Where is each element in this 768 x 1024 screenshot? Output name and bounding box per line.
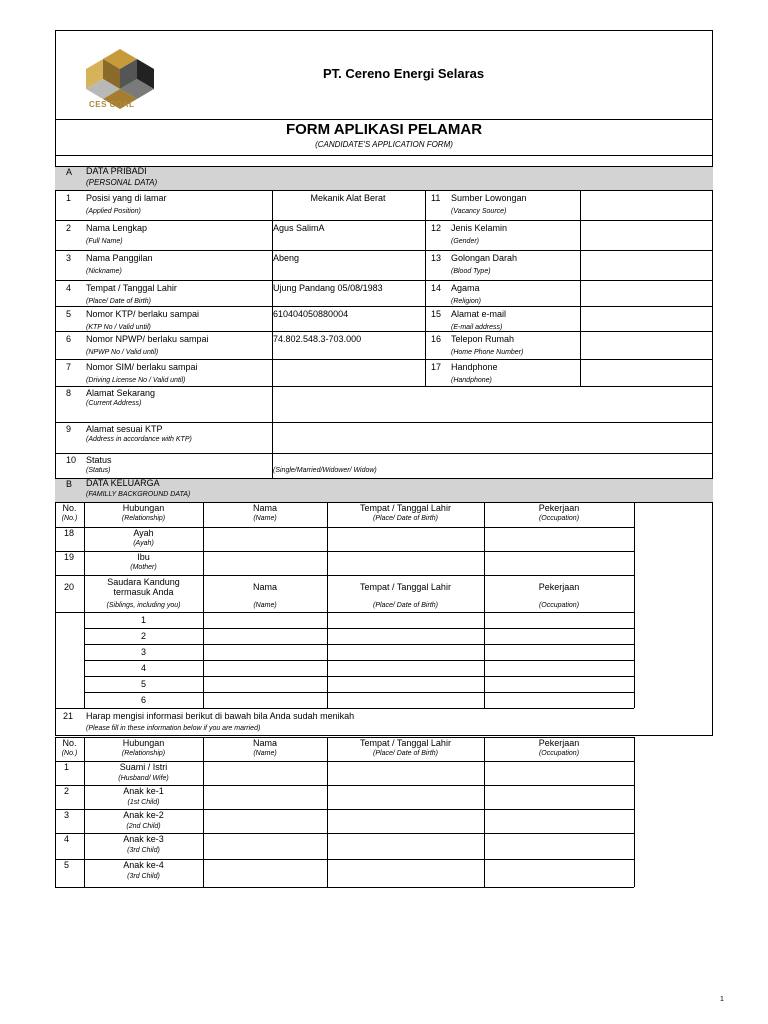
spouse-row-sub: (1st Child) [127, 799, 160, 806]
field-value: 610404050880004 [273, 309, 349, 319]
spouse-row-no: 1 [64, 762, 70, 772]
field-label: Nomor KTP/ berlaku sampai [86, 309, 200, 319]
field-sublabel: (Home Phone Number) [451, 349, 524, 356]
family-header-job: Pekerjaan [538, 503, 580, 513]
family-header-no: No. [62, 503, 77, 513]
field-sublabel: (E-mail address) [451, 324, 503, 331]
rule [484, 737, 485, 887]
rule [84, 737, 85, 887]
field-label: Agama [451, 283, 480, 293]
rule [634, 737, 635, 887]
spouse-header-birth: Tempat / Tanggal Lahir [360, 738, 451, 748]
field-number: 2 [66, 223, 72, 233]
sibling-row-no: 4 [140, 663, 146, 673]
family-row-sub: (Mother) [130, 564, 157, 571]
rule [55, 190, 713, 191]
section-a-subtitle: (PERSONAL DATA) [86, 178, 158, 187]
field-number: 6 [66, 334, 72, 344]
rule [634, 502, 635, 708]
rule [580, 190, 581, 386]
sibling-row-no: 6 [140, 695, 146, 705]
field-sublabel: (Blood Type) [451, 268, 491, 275]
family-header-name-sub: (Name) [253, 515, 277, 522]
siblings-no: 20 [64, 582, 75, 592]
sibling-row-no: 2 [140, 631, 146, 641]
form-header [55, 30, 713, 120]
spouse-row-no: 3 [64, 810, 70, 820]
field-sublabel: (Driving License No / Valid until) [86, 377, 186, 384]
rule [425, 331, 713, 332]
rule [425, 250, 713, 251]
field-number: 8 [66, 388, 72, 398]
field-sublabel: (Handphone) [451, 377, 492, 384]
rule [203, 737, 204, 887]
field-number: 3 [66, 253, 72, 263]
field-number: 1 [66, 193, 72, 203]
spouse-row-sub: (Husband/ Wife) [118, 775, 169, 782]
field-label: Jenis Kelamin [451, 223, 508, 233]
rule [55, 502, 56, 708]
section-b-letter: B [66, 479, 73, 489]
rule [55, 551, 634, 552]
spouse-row-rel: Anak ke-2 [123, 810, 164, 820]
spouse-header-name-sub: (Name) [253, 750, 277, 757]
rule [425, 280, 713, 281]
sibling-row-no: 1 [140, 615, 146, 625]
field-label: Sumber Lowongan [451, 193, 527, 203]
field-number: 12 [431, 223, 442, 233]
rule [55, 453, 713, 454]
family-row-no: 18 [64, 528, 75, 538]
rule [55, 612, 634, 613]
spouse-row-sub: (3rd Child) [127, 847, 160, 854]
rule [55, 887, 634, 888]
family-row-rel: Ibu [137, 552, 150, 562]
field-number: 16 [431, 334, 442, 344]
siblings-sub: (Siblings, including you) [106, 602, 181, 609]
field-number: 14 [431, 283, 442, 293]
spouse-header-job-sub: (Occupation) [538, 750, 580, 757]
spouse-header-no: No. [62, 738, 77, 748]
rule [425, 306, 713, 307]
field-label: Tempat / Tanggal Lahir [86, 283, 177, 293]
field-label: Handphone [451, 362, 498, 372]
rule [55, 155, 713, 156]
field-label: Nomor SIM/ berlaku sampai [86, 362, 198, 372]
rule [55, 708, 634, 709]
family-header-birth-sub: (Place/ Date of Birth) [373, 515, 438, 522]
rule [84, 660, 634, 661]
field-sublabel: (Nickname) [86, 268, 122, 275]
spouse-row-sub: (3rd Child) [127, 873, 160, 880]
rule [55, 422, 713, 423]
family-row-rel: Ayah [133, 528, 154, 538]
field-sublabel: (Religion) [451, 298, 481, 305]
rule [84, 644, 634, 645]
spouse-row-rel: Anak ke-1 [123, 786, 164, 796]
spouse-row-no: 2 [64, 786, 70, 796]
field-number: 7 [66, 362, 72, 372]
rule [272, 386, 273, 478]
field-sublabel: (Current Address) [86, 400, 142, 407]
field-number: 4 [66, 283, 72, 293]
rule [55, 737, 56, 887]
field-label: Telepon Rumah [451, 334, 515, 344]
rule [84, 502, 85, 708]
family-row-sub: (Ayah) [133, 540, 154, 547]
section-a-letter: A [66, 167, 73, 177]
family-header-birth: Tempat / Tanggal Lahir [360, 503, 451, 513]
sibling-row-no: 5 [140, 679, 146, 689]
family-header-job-sub: (Occupation) [538, 515, 580, 522]
page-number: 1 [720, 996, 724, 1003]
rule [84, 692, 634, 693]
spouse-header-birth-sub: (Place/ Date of Birth) [373, 750, 438, 757]
field-label: Status [86, 455, 112, 465]
field-value: 74.802.548.3-703.000 [273, 334, 362, 344]
field-value: Abeng [273, 253, 300, 263]
spouse-header-rel-sub: (Relationship) [121, 750, 166, 757]
siblings-job: Pekerjaan [538, 582, 580, 592]
siblings-birth: Tempat / Tanggal Lahir [360, 582, 451, 592]
logo-text: CES COAL [89, 100, 135, 109]
rule [425, 220, 713, 221]
married-sub: (Please fill in these information below if you are married) [86, 725, 261, 732]
spouse-row-no: 5 [64, 860, 70, 870]
rule [203, 502, 204, 708]
siblings-rel-1: Saudara Kandung [107, 577, 180, 587]
siblings-name-sub: (Name) [253, 602, 277, 609]
field-value: Mekanik Alat Berat [310, 193, 386, 203]
field-sublabel: (Address in accordance with KTP) [86, 436, 192, 443]
spouse-header-name: Nama [252, 738, 277, 748]
spouse-row-rel: Anak ke-3 [123, 834, 164, 844]
field-value: Ujung Pandang 05/08/1983 [273, 283, 383, 293]
status-options: (Single/Married/Widower/ Widow) [273, 467, 377, 474]
field-sublabel: (Vacancy Source) [451, 208, 507, 215]
rule [84, 628, 634, 629]
family-header-no-sub: (No.) [61, 515, 78, 522]
section-b-subtitle: (FAMILLY BACKGROUND DATA) [86, 491, 191, 498]
section-b-title: DATA KELUARGA [86, 478, 160, 488]
field-sublabel: (Gender) [451, 238, 480, 245]
spouse-header-rel: Hubungan [122, 738, 165, 748]
field-sublabel: (Place/ Date of Birth) [86, 298, 151, 305]
rule [425, 190, 426, 386]
rule [55, 166, 713, 167]
spouse-header-no-sub: (No.) [61, 750, 78, 757]
field-sublabel: (Status) [86, 467, 111, 474]
field-number: 15 [431, 309, 442, 319]
form-subtitle: (CANDIDATE'S APPLICATION FORM) [315, 140, 453, 149]
rule [55, 575, 634, 576]
married-no: 21 [63, 711, 74, 721]
rule [425, 359, 713, 360]
field-number: 10 [66, 455, 77, 465]
field-sublabel: (KTP No / Valid until) [86, 324, 151, 331]
field-sublabel: (Full Name) [86, 238, 123, 245]
field-number: 17 [431, 362, 442, 372]
spouse-header-job: Pekerjaan [538, 738, 580, 748]
rule [425, 386, 713, 387]
field-number: 5 [66, 309, 72, 319]
company-name: PT. Cereno Energi Selaras [323, 66, 485, 81]
spouse-row-sub: (2nd Child) [126, 823, 161, 830]
siblings-name: Nama [252, 582, 277, 592]
spouse-row-no: 4 [64, 834, 70, 844]
rule [484, 502, 485, 708]
family-header-rel: Hubungan [122, 503, 165, 513]
rule [272, 190, 273, 386]
family-header-name: Nama [252, 503, 277, 513]
field-value: Agus SalimA [273, 223, 325, 233]
field-label: Nama Lengkap [86, 223, 148, 233]
rule [327, 502, 328, 708]
spouse-row-rel: Suami / Istri [119, 762, 168, 772]
siblings-rel-2: termasuk Anda [113, 587, 174, 597]
field-sublabel: (Applied Position) [86, 208, 141, 215]
field-label: Alamat e-mail [451, 309, 507, 319]
siblings-job-sub: (Occupation) [538, 602, 580, 609]
field-label: Nomor NPWP/ berlaku sampai [86, 334, 209, 344]
field-number: 11 [431, 193, 441, 203]
rule [84, 676, 634, 677]
field-number: 9 [66, 424, 72, 434]
married-text: Harap mengisi informasi berikut di bawah bila Anda sudah menikah [86, 711, 355, 721]
field-label: Posisi yang di lamar [86, 193, 167, 203]
family-header-rel-sub: (Relationship) [121, 515, 166, 522]
rule [327, 737, 328, 887]
sibling-row-no: 3 [140, 647, 146, 657]
siblings-birth-sub: (Place/ Date of Birth) [373, 602, 438, 609]
field-label: Golongan Darah [451, 253, 518, 263]
section-a-title: DATA PRIBADI [86, 166, 147, 176]
spouse-row-rel: Anak ke-4 [123, 860, 164, 870]
field-label: Alamat Sekarang [86, 388, 156, 398]
field-label: Nama Panggilan [86, 253, 153, 263]
field-label: Alamat sesuai KTP [86, 424, 163, 434]
field-sublabel: (NPWP No / Valid until) [86, 349, 159, 356]
field-number: 13 [431, 253, 442, 263]
form-title: FORM APLIKASI PELAMAR [285, 121, 483, 138]
family-row-no: 19 [64, 552, 75, 562]
